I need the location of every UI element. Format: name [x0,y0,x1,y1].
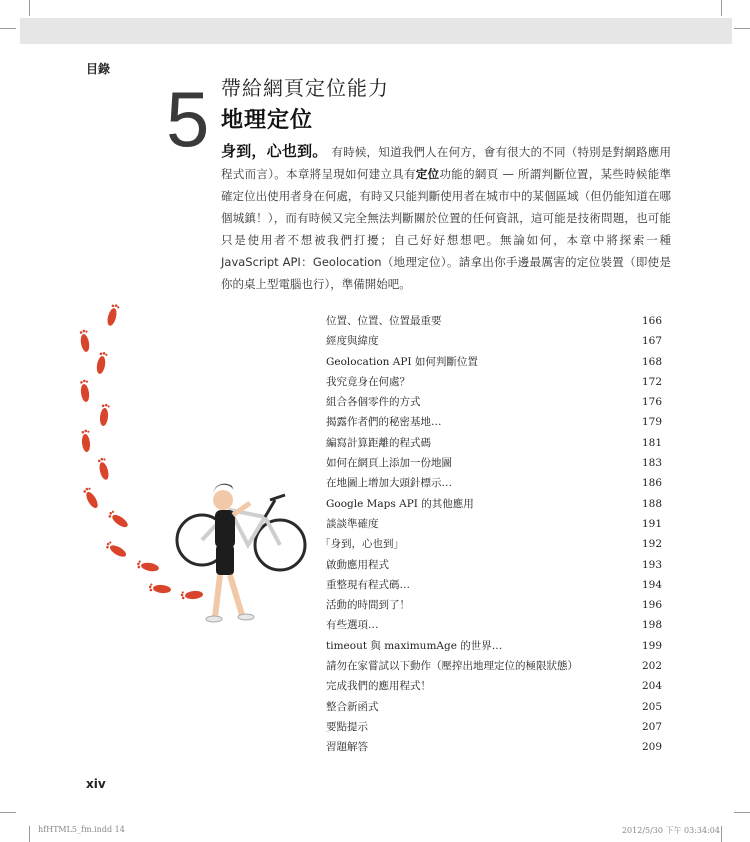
toc-entry[interactable] [326,699,662,719]
toc-list [320,313,662,760]
crop-mark [0,28,16,29]
crop-mark [29,826,30,842]
toc-entry-page: 167 [641,335,662,348]
toc-entry-title: 談談準確度 [326,517,379,530]
toc-entry-title: 活動的時間到了！ [326,599,410,612]
toc-entry-title: 揭露作者們的秘密基地… [326,416,442,429]
toc-entry-title: Geolocation API 如何判斷位置 [326,355,478,368]
toc-entry-page: 191 [641,517,662,530]
toc-entry[interactable] [326,394,662,414]
toc-label: 目錄 [86,62,111,76]
toc-entry-title: 在地圖上增加大頭針標示… [326,477,452,490]
toc-entry-page: 205 [641,700,662,713]
crop-mark [0,812,16,813]
toc-entry[interactable] [326,333,662,353]
toc-entry-title: 整合新函式 [326,700,379,713]
toc-entry[interactable] [326,638,662,658]
print-slug-date: 2012/5/30 下午 03:34:04 [621,826,720,835]
toc-entry-page: 196 [641,599,662,612]
crop-mark [734,812,750,813]
toc-entry-title: 習題解答 [326,741,368,754]
crop-mark [29,0,30,16]
toc-entry-page: 186 [641,477,662,490]
intro-bold-term: 定位 [415,167,440,181]
toc-entry-page: 179 [641,416,662,429]
crop-mark [721,826,722,842]
toc-entry-page: 199 [641,639,662,652]
toc-entry-title: 如何在網頁上添加一份地圖 [326,457,452,470]
header-band [20,18,732,44]
chapter-intro [221,140,671,295]
chapter-number: 5 [166,75,210,163]
toc-entry[interactable] [326,435,662,455]
toc-entry-title: Google Maps API 的其他應用 [326,497,474,510]
crop-mark [721,0,722,16]
toc-entry-title: 啟動應用程式 [326,558,389,571]
crop-mark [734,28,750,29]
toc-entry[interactable] [326,516,662,536]
toc-entry-title: 要點提示 [326,720,368,733]
toc-entry-page: 193 [641,558,662,571]
toc-entry-page: 188 [641,497,662,510]
toc-entry-page: 209 [641,741,662,754]
toc-entry-title: 完成我們的應用程式！ [326,680,431,693]
intro-text-1: 有時候，知道我們人在何方，會有很大的不同（特別是對網路應用程式而言）。本章將呈現如何建立具有 [221,145,671,181]
toc-entry[interactable] [326,313,662,333]
toc-entry[interactable] [326,597,662,617]
toc-entry-page: 172 [641,375,662,388]
toc-entry-page: 183 [641,457,662,470]
toc-entry[interactable] [326,557,662,577]
toc-entry[interactable] [326,739,662,759]
toc-entry[interactable] [326,475,662,495]
toc-entry-title: 重整現有程式碼… [326,578,410,591]
toc-entry[interactable] [326,719,662,739]
toc-entry[interactable] [326,577,662,597]
toc-entry-page: 166 [641,315,662,327]
toc-entry-page: 204 [641,680,662,693]
toc-entry-page: 192 [641,538,662,551]
toc-entry[interactable] [326,354,662,374]
intro-lead: 身到，心也到。 [221,142,328,160]
toc-entry[interactable] [326,658,662,678]
toc-entry[interactable] [326,455,662,475]
toc-entry-page: 168 [641,355,662,368]
person [206,484,254,622]
toc-entry-title: 經度與緯度 [326,335,379,348]
chapter-title: 地理定位 [221,108,314,133]
toc-entry-title: 我究竟身在何處？ [326,375,410,388]
intro-text-2: 功能的網頁 — 所謂判斷位置，某些時候能準確定位出使用者身在何處，有時又只能判斷使用者在城市中的某個區域（但仍能知道在哪個城鎮！），而有時候又完全無法判斷關於位置的任何資訊，這可能是技術問題，也可能只是使用者不想被我們打擾；自己好好想想吧。無論如何，本章中將探索一種 JavaScript API：Geolocation（地理定位）。請拿出你手邊最厲害的定位裝置（即使是你的桌上型電腦也行），準備開始吧。 [221,167,672,291]
page-folio: xiv [86,777,106,791]
toc-entry-page: 176 [641,396,662,409]
bicycle [177,495,305,570]
toc-entry-title: 位置、位置、位置最重要 [326,315,442,327]
toc-entry-page: 181 [641,436,662,449]
print-slug-file: hfHTML5_fm.indd 14 [38,825,125,834]
toc-entry[interactable] [326,414,662,434]
chapter-subtitle: 帶給網頁定位能力 [221,76,389,100]
toc-entry[interactable] [326,678,662,698]
toc-entry-title: 有些選項… [326,619,379,632]
footprints [79,303,204,600]
toc-entry-page: 202 [641,660,662,673]
toc-entry-title: 「身到，心也到」 [320,538,404,551]
toc-entry-title: 編寫計算距離的程式碼 [326,436,431,449]
toc-entry-page: 198 [641,619,662,632]
toc-entry[interactable] [326,617,662,637]
footprints-bicycle-illustration [70,295,310,635]
toc-entry[interactable] [320,536,662,556]
toc-entry[interactable] [326,496,662,516]
toc-entry-title: timeout 與 maximumAge 的世界… [326,639,503,652]
toc-entry-page: 207 [641,720,662,733]
toc-entry-title: 請勿在家嘗試以下動作（壓搾出地理定位的極限狀態） [326,660,578,673]
toc-entry-title: 組合各個零件的方式 [326,396,421,409]
toc-entry-page: 194 [641,578,662,591]
toc-entry[interactable] [326,374,662,394]
